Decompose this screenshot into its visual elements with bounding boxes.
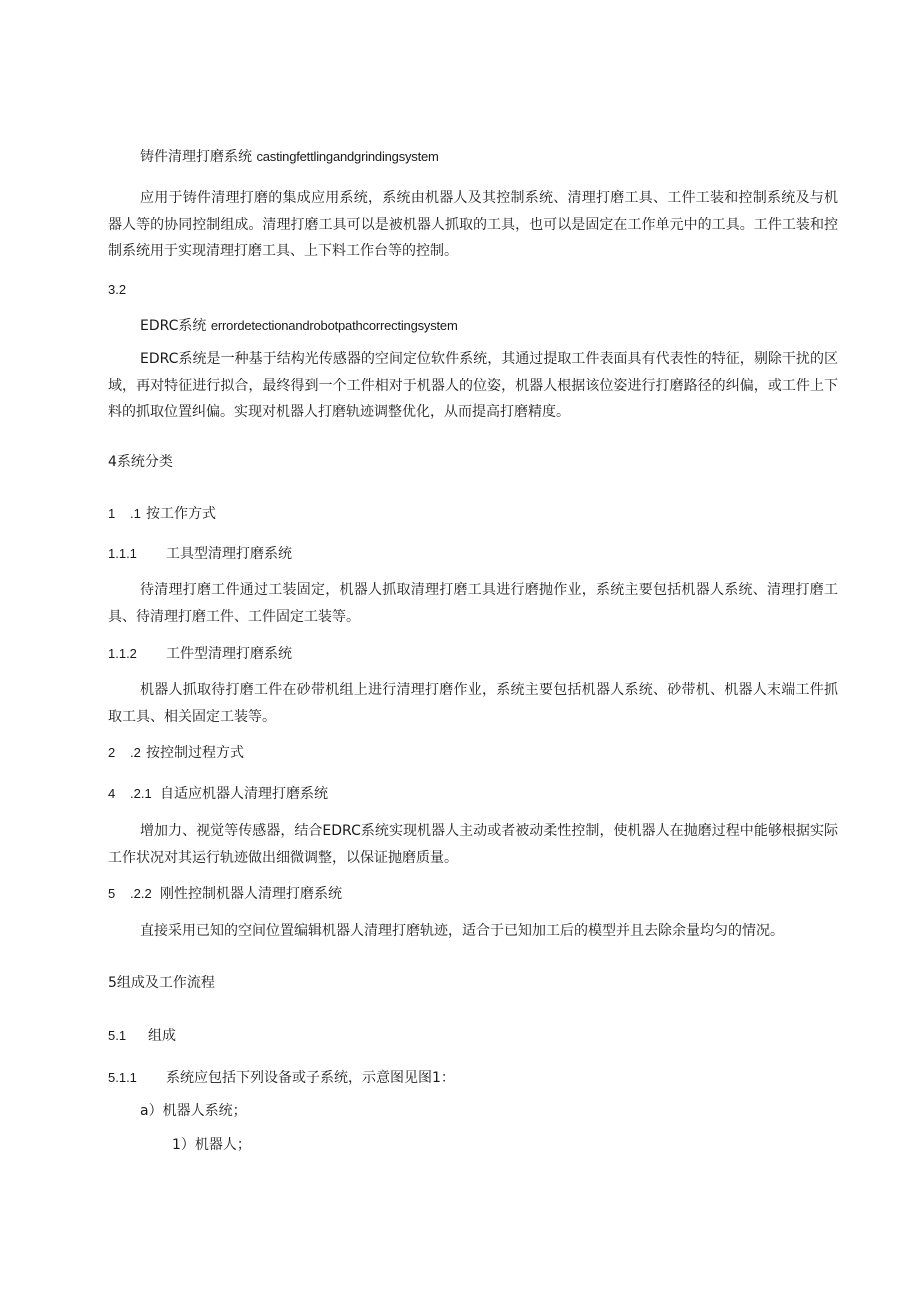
term-title-zh: EDRC系统 [140,318,207,334]
term-title-en: errordetectionandrobotpathcorrectingsystem [210,318,458,333]
s422-num-a: 5 [108,886,116,901]
s412-body: 机器人抓取待打磨工件在砂带机组上进行清理打磨作业，系统主要包括机器人系统、砂带机、机器人末端工件抓取工具、相关固定工装等。 [108,682,838,725]
s411-title: 工具型清理打磨系统 [166,546,292,562]
s42-title: 按控制过程方式 [146,745,244,761]
s422-title: 刚性控制机器人清理打磨系统 [160,886,342,902]
s42-num-a: 2 [108,745,116,760]
s41-title: 按工作方式 [146,506,216,522]
term-3-2-definition: EDRC系统是一种基于结构光传感器的空间定位软件系统，其通过提取工件表面具有代表性的特征，剔除干扰的区域，再对特征进行拟合，最终得到一个工件相对于机器人的位姿，机器人根据该位姿进行打磨路径的纠偏，或工件上下料的抓取位置纠偏。实现对机器人打磨轨迹调整优化，从而提高打磨精度。 [108,351,838,420]
term-3-1-definition: 应用于铸件清理打磨的集成应用系统，系统由机器人及其控制系统、清理打磨工具、工件工装和控制系统及与机器人等的协同控制组成。清理打磨工具可以是被机器人抓取的工具，也可以是固定在工作单元中的工具。工件工装和控制系统用于实现清理打磨工具、上下料工作台等的控制。 [108,190,838,259]
term-3-2-number: 3.2 [108,282,127,297]
s422-body: 直接采用已知的空间位置编辑机器人清理打磨轨迹，适合于已知加工后的模型并且去除余量均匀的情况。 [140,923,784,939]
term-title-zh: 铸件清理打磨系统 [140,149,252,165]
s41-num-a: 1 [108,506,116,521]
section-4-heading: 4系统分类 [108,454,173,470]
s411-body: 待清理打磨工件通过工装固定，机器人抓取清理打磨工具进行磨抛作业，系统主要包括机器人系统、清理打磨工具、待清理打磨工件、工件固定工装等。 [108,582,838,625]
s421-title: 自适应机器人清理打磨系统 [160,786,328,802]
s511-title: 系统应包括下列设备或子系统，示意图见图1： [166,1070,455,1086]
term-title-en: castingfettlingandgrindingsystem [256,149,439,164]
s42-num-b: .2 [130,745,141,760]
term-3-2-title [140,317,458,335]
list-item-1: 1）机器人； [172,1137,251,1153]
s412-title: 工件型清理打磨系统 [166,646,292,662]
s421-body: 增加力、视觉等传感器，结合EDRC系统实现机器人主动或者被动柔性控制，使机器人在抛磨过程中能够根据实际工作状况对其运行轨迹做出细微调整，以保证抛磨质量。 [108,823,838,866]
term-3-1-title [140,148,439,166]
s511-num: 5.1.1 [108,1070,137,1085]
s51-title: 组成 [148,1028,176,1044]
s411-num: 1.1.1 [108,546,137,561]
s51-num: 5.1 [108,1028,127,1043]
s422-num-b: .2.2 [130,886,152,901]
s421-num-a: 4 [108,786,116,801]
list-item-a: a）机器人系统； [140,1103,247,1119]
s41-num-b: .1 [130,506,141,521]
section-5-heading: 5组成及工作流程 [108,975,215,991]
s421-num-b: .2.1 [130,786,152,801]
s412-num: 1.1.2 [108,646,137,661]
